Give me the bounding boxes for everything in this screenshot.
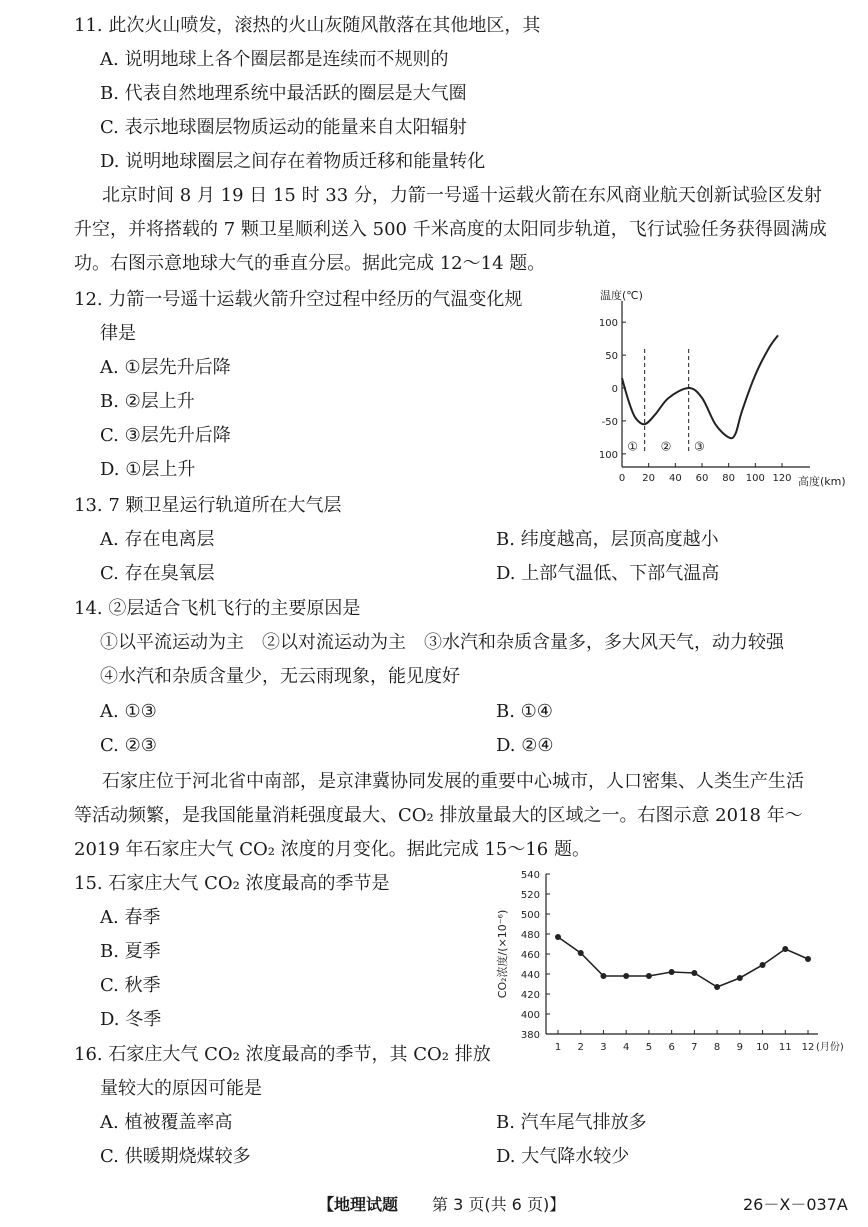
x-tick-label: 100 xyxy=(745,473,765,484)
q11-option-a: A. 说明地球上各个圈层都是连续而不规则的 xyxy=(100,49,449,70)
q13-option-d: D. 上部气温低、下部气温高 xyxy=(496,563,720,584)
co2-data-point xyxy=(578,950,584,956)
x-tick-label: 5 xyxy=(645,1042,653,1053)
q14-stem: 14. ②层适合飞机飞行的主要原因是 xyxy=(74,598,361,619)
q16-option-d: D. 大气降水较少 xyxy=(496,1146,630,1167)
layer-label: ② xyxy=(660,439,672,454)
q12-option-a: A. ①层先升后降 xyxy=(100,357,231,378)
q16-option-c: C. 供暖期烧煤较多 xyxy=(100,1146,251,1167)
co2-data-point xyxy=(691,970,697,976)
q14-statements-line1: ①以平流运动为主 ②以对流运动为主 ③水汽和杂质含量多，多大风天气，动力较强 xyxy=(100,632,784,653)
y-tick-label: 50 xyxy=(605,351,618,363)
y-axis-label: 温度(℃) xyxy=(600,289,643,302)
q12-option-b: B. ②层上升 xyxy=(100,391,195,412)
q12-option-c: C. ③层先升后降 xyxy=(100,425,231,446)
x-axis-label: (月份) xyxy=(816,1042,844,1053)
q12-stem-line1: 12. 力箭一号遥十运载火箭升空过程中经历的气温变化规 xyxy=(74,289,523,310)
passage2-line2: 等活动频繁，是我国能量消耗强度最大、CO₂ 排放量最大的区域之一。右图示意 2018 年～ xyxy=(74,805,803,826)
x-tick-label: 7 xyxy=(691,1042,698,1053)
y-tick-label: 440 xyxy=(520,970,540,981)
y-tick-label: 460 xyxy=(520,950,540,961)
co2-series-line xyxy=(558,937,808,987)
q15-option-c: C. 秋季 xyxy=(100,975,161,996)
co2-data-point xyxy=(669,969,675,975)
layer-label: ③ xyxy=(693,439,705,454)
q16-stem-line2: 量较大的原因可能是 xyxy=(100,1078,262,1099)
q15-option-b: B. 夏季 xyxy=(100,941,161,962)
q11-option-d: D. 说明地球圈层之间存在着物质迁移和能量转化 xyxy=(100,151,486,172)
layer-label: ① xyxy=(627,439,639,454)
x-tick-label: 2 xyxy=(577,1042,584,1053)
q12-option-d: D. ①层上升 xyxy=(100,459,196,480)
y-tick-label: 100 xyxy=(598,449,618,461)
footer-code: 26－X－037A xyxy=(743,1195,848,1214)
q13-option-c: C. 存在臭氧层 xyxy=(100,563,215,584)
y-tick-label: 500 xyxy=(520,910,540,921)
x-tick-label: 8 xyxy=(713,1042,721,1053)
y-tick-label: -50 xyxy=(601,416,618,428)
y-tick-label: 480 xyxy=(520,930,540,941)
x-tick-label: 6 xyxy=(668,1042,675,1053)
q14-option-d: D. ②④ xyxy=(496,735,554,756)
x-tick-label: 10 xyxy=(756,1042,769,1053)
y-tick-label: 0 xyxy=(611,384,618,395)
q15-option-d: D. 冬季 xyxy=(100,1009,162,1030)
q12-stem-line2: 律是 xyxy=(100,323,136,344)
q13-stem: 13. 7 颗卫星运行轨道所在大气层 xyxy=(74,495,342,516)
x-tick-label: 0 xyxy=(618,473,626,484)
passage2-line1: 石家庄位于河北省中南部，是京津冀协同发展的重要中心城市，人口密集、人类生产生活 xyxy=(102,771,804,792)
co2-data-point xyxy=(623,973,629,979)
y-tick-label: 540 xyxy=(520,870,540,881)
co2-data-point xyxy=(714,984,720,990)
q16-option-a: A. 植被覆盖率高 xyxy=(100,1112,233,1133)
passage1-line1: 北京时间 8 月 19 日 15 时 33 分，力箭一号遥十运载火箭在东风商业航天创新试验区发射 xyxy=(102,185,822,206)
q14-option-a: A. ①③ xyxy=(100,701,157,722)
x-tick-label: 40 xyxy=(668,473,682,484)
x-tick-label: 20 xyxy=(642,473,656,484)
co2-data-point xyxy=(646,973,652,979)
x-tick-label: 9 xyxy=(736,1042,744,1053)
q14-statements-line2: ④水汽和杂质含量少，无云雨现象，能见度好 xyxy=(100,666,460,687)
y-tick-label: 400 xyxy=(520,1010,540,1021)
co2-data-point xyxy=(600,973,606,979)
q11-option-c: C. 表示地球圈层物质运动的能量来自太阳辐射 xyxy=(100,117,467,138)
x-tick-label: 60 xyxy=(695,473,709,484)
y-tick-label: 520 xyxy=(520,890,540,901)
q13-option-b: B. 纬度越高，层顶高度越小 xyxy=(496,529,719,550)
passage1-line3: 功。右图示意地球大气的垂直分层。据此完成 12～14 题。 xyxy=(74,253,546,274)
q11-stem: 11. 此次火山喷发，滚热的火山灰随风散落在其他地区，其 xyxy=(74,15,541,36)
co2-data-point xyxy=(805,956,811,962)
co2-data-point xyxy=(782,946,788,952)
q16-stem-line1: 16. 石家庄大气 CO₂ 浓度最高的季节，其 CO₂ 排放 xyxy=(74,1044,491,1065)
atmosphere-temperature-chart xyxy=(590,285,860,490)
y-axis-label: CO₂浓度/(×10⁻⁶) xyxy=(496,909,509,999)
co2-data-point xyxy=(555,934,561,940)
x-tick-label: 4 xyxy=(622,1042,630,1053)
y-tick-label: 380 xyxy=(520,1030,540,1041)
passage1-line2: 升空，并将搭载的 7 颗卫星顺利送入 500 千米高度的太阳同步轨道，飞行试验任务获得圆满成 xyxy=(74,219,827,240)
x-tick-label: 120 xyxy=(772,473,792,484)
co2-data-point xyxy=(760,962,766,968)
x-tick-label: 1 xyxy=(554,1042,562,1053)
temperature-curve xyxy=(622,335,778,438)
q14-option-b: B. ①④ xyxy=(496,701,553,722)
y-tick-label: 100 xyxy=(598,318,618,330)
q15-option-a: A. 春季 xyxy=(100,907,161,928)
x-tick-label: 11 xyxy=(778,1042,792,1053)
y-tick-label: 420 xyxy=(520,990,540,1001)
q13-option-a: A. 存在电离层 xyxy=(100,529,215,550)
co2-data-point xyxy=(737,975,743,981)
footer-subject: 【地理试题 xyxy=(318,1195,399,1214)
passage2-line3: 2019 年石家庄大气 CO₂ 浓度的月变化。据此完成 15～16 题。 xyxy=(74,839,590,860)
x-tick-label: 3 xyxy=(600,1042,607,1053)
footer-page: 第 3 页(共 6 页)】 xyxy=(432,1195,566,1214)
x-axis-label: 高度(km) xyxy=(798,475,846,488)
co2-concentration-chart xyxy=(490,862,860,1062)
q14-option-c: C. ②③ xyxy=(100,735,157,756)
q11-option-b: B. 代表自然地理系统中最活跃的圈层是大气圈 xyxy=(100,83,467,104)
q16-option-b: B. 汽车尾气排放多 xyxy=(496,1112,647,1133)
q15-stem: 15. 石家庄大气 CO₂ 浓度最高的季节是 xyxy=(74,873,390,894)
x-tick-label: 80 xyxy=(722,473,736,484)
x-tick-label: 12 xyxy=(801,1042,815,1053)
